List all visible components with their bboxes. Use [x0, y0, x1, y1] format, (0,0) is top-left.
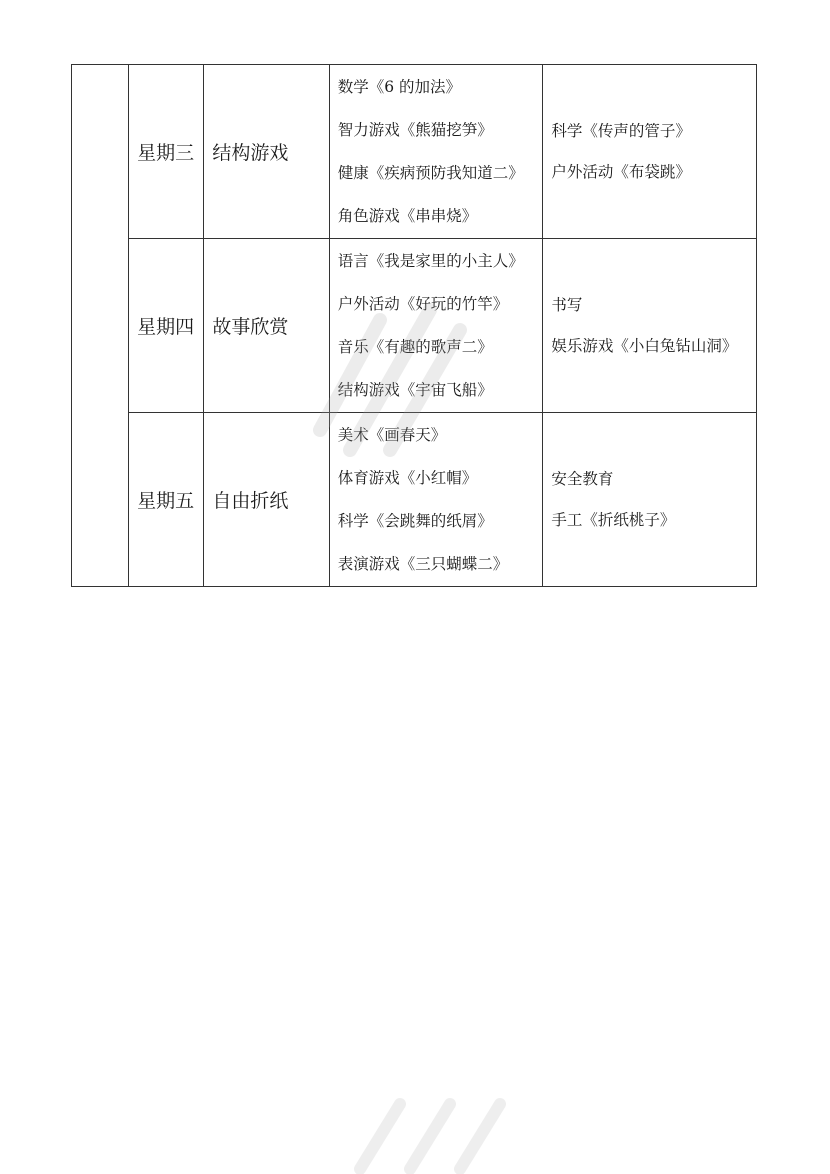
morning-activities-cell	[329, 413, 543, 587]
list-item: 健康《疾病预防我知道二》	[337, 163, 524, 182]
merged-blank-cell	[72, 65, 129, 587]
afternoon-activity-list	[543, 111, 756, 193]
theme-cell: 结构游戏	[204, 65, 329, 239]
afternoon-activities-cell	[543, 239, 757, 413]
table-row	[72, 65, 757, 239]
day-cell: 星期四	[129, 239, 204, 413]
list-item: 科学《传声的管子》	[551, 121, 691, 140]
list-item: 音乐《有趣的歌声二》	[337, 337, 493, 356]
list-item: 角色游戏《串串烧》	[337, 206, 478, 225]
list-item: 数学《6 的加法》	[337, 77, 462, 96]
afternoon-activity-list	[543, 285, 756, 367]
morning-activities-cell	[329, 239, 543, 413]
morning-activities-cell	[329, 65, 543, 239]
table-row	[72, 239, 757, 413]
theme-cell: 故事欣赏	[204, 239, 329, 413]
theme-cell: 自由折纸	[204, 413, 329, 587]
afternoon-activity-list	[543, 459, 756, 541]
morning-activity-list	[330, 66, 543, 238]
table-row	[72, 413, 757, 587]
morning-activity-list	[330, 414, 543, 586]
list-item: 表演游戏《三只蝴蝶二》	[337, 554, 509, 573]
list-item: 结构游戏《宇宙飞船》	[337, 380, 493, 399]
list-item: 书写	[551, 295, 583, 314]
list-item: 娱乐游戏《小白兔钻山洞》	[551, 336, 738, 355]
list-item: 语言《我是家里的小主人》	[337, 251, 524, 270]
afternoon-activities-cell	[543, 65, 757, 239]
watermark-stamp-icon	[330, 1084, 530, 1174]
afternoon-activities-cell	[543, 413, 757, 587]
morning-activity-list	[330, 240, 543, 412]
list-item: 体育游戏《小红帽》	[337, 468, 478, 487]
list-item: 科学《会跳舞的纸屑》	[337, 511, 493, 530]
weekly-schedule-table	[71, 64, 757, 587]
day-cell: 星期三	[129, 65, 204, 239]
list-item: 安全教育	[551, 469, 614, 488]
list-item: 美术《画春天》	[337, 425, 447, 444]
day-cell: 星期五	[129, 413, 204, 587]
list-item: 智力游戏《熊猫挖笋》	[337, 120, 493, 139]
list-item: 手工《折纸桃子》	[551, 510, 676, 529]
list-item: 户外活动《布袋跳》	[551, 162, 691, 181]
list-item: 户外活动《好玩的竹竿》	[337, 294, 509, 313]
